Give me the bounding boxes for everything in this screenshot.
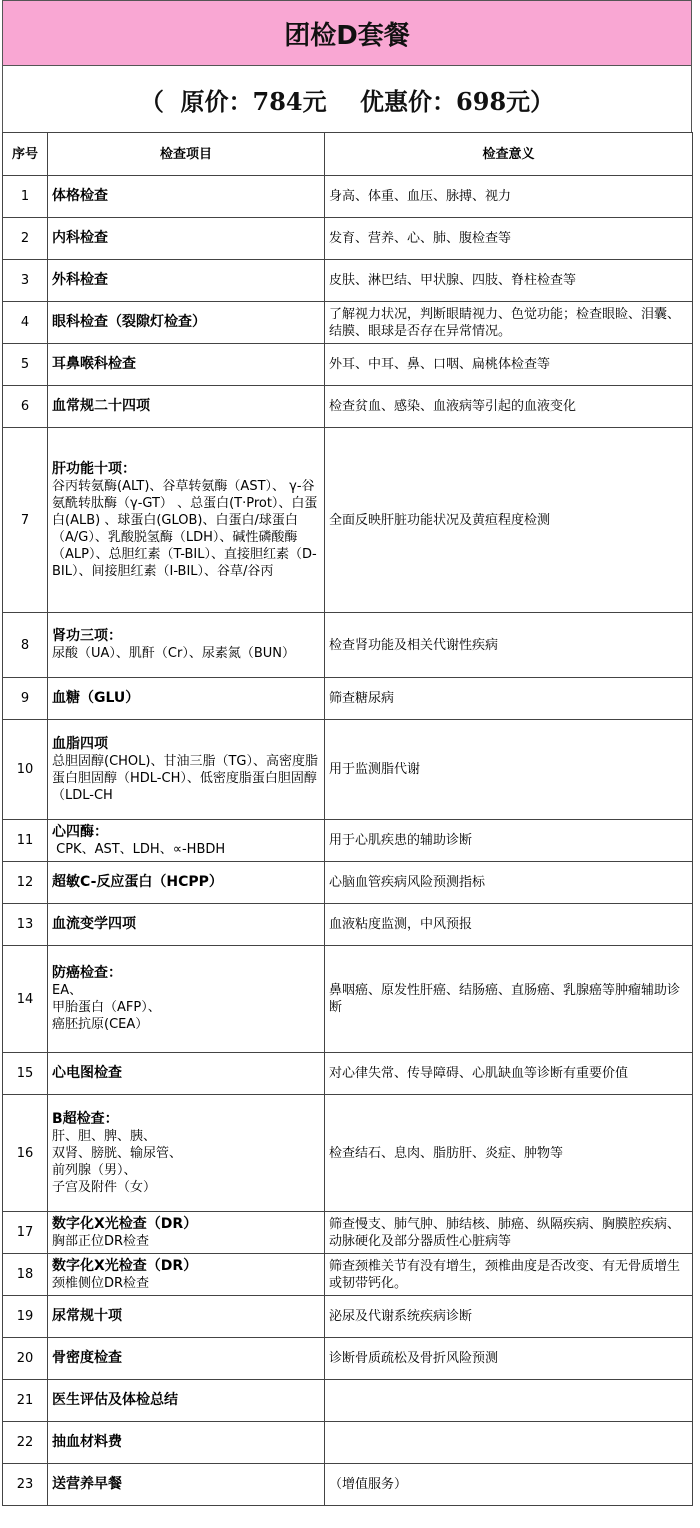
item-cell: [48, 176, 325, 218]
row-number: 11: [3, 820, 48, 862]
item-detail: 谷丙转氨酶(ALT)、谷草转氨酶（AST）、 γ-谷氨酰转肽酶（γ-GT） 、总蛋白(T·Prot）、白蛋白(ALB) 、球蛋白(GLOB)、白蛋白/球蛋白（A/G）、乳酸脱氢酶（LDH）、碱性磷酸酶（ALP）、总胆红素（T-BIL）、直接胆红素（D-BIL）、间接胆红素（I-BIL）、谷草/谷丙: [52, 478, 318, 579]
item-cell: [48, 946, 325, 1053]
item-name: 耳鼻喉科检查: [52, 356, 136, 372]
row-number: 18: [3, 1254, 48, 1296]
table-row: [3, 344, 693, 386]
table-row: [3, 1338, 693, 1380]
item-meaning: 血液粘度监测，中风预报: [325, 904, 693, 946]
item-cell: [48, 613, 325, 678]
item-cell: [48, 862, 325, 904]
item-cell: [48, 1212, 325, 1254]
item-name: 骨密度检查: [52, 1350, 122, 1366]
item-cell: [48, 1464, 325, 1506]
table-row: [3, 1254, 693, 1296]
item-name: 心四酶：: [52, 823, 108, 840]
item-meaning: （增值服务）: [325, 1464, 693, 1506]
row-number: 5: [3, 344, 48, 386]
table-row: [3, 302, 693, 344]
item-name: 心电图检查: [52, 1065, 122, 1081]
row-number: 9: [3, 678, 48, 720]
row-number: 16: [3, 1095, 48, 1212]
table-row: [3, 720, 693, 820]
item-cell: [48, 1380, 325, 1422]
column-header-meaning: 检查意义: [325, 133, 693, 176]
item-detail: 肝、胆、脾、胰、 双肾、膀胱、输尿管、 前列腺（男）、 子宫及附件（女）: [52, 1128, 183, 1195]
item-meaning: 心脑血管疾病风险预测指标: [325, 862, 693, 904]
item-name: 内科检查: [52, 230, 108, 246]
item-meaning: 外耳、中耳、鼻、口咽、扁桃体检查等: [325, 344, 693, 386]
item-cell: [48, 344, 325, 386]
item-meaning: 筛查颈椎关节有没有增生，颈椎曲度是否改变、有无骨质增生或韧带钙化。: [325, 1254, 693, 1296]
table-row: [3, 1095, 693, 1212]
item-detail: 胸部正位DR检查: [52, 1233, 150, 1249]
item-cell: [48, 218, 325, 260]
row-number: 2: [3, 218, 48, 260]
item-meaning: 鼻咽癌、原发性肝癌、结肠癌、直肠癌、乳腺癌等肿瘤辅助诊断: [325, 946, 693, 1053]
item-meaning: 检查贫血、感染、血液病等引起的血液变化: [325, 386, 693, 428]
package-title: 团检D套餐: [2, 0, 692, 66]
item-name: 眼科检查（裂隙灯检查）: [52, 314, 206, 330]
checkup-items-table: [2, 132, 693, 1506]
item-meaning: 用于监测脂代谢: [325, 720, 693, 820]
item-name: 数字化X光检查（DR）: [52, 1215, 198, 1232]
row-number: 10: [3, 720, 48, 820]
item-cell: [48, 904, 325, 946]
table-row: [3, 946, 693, 1053]
item-cell: [48, 428, 325, 613]
item-meaning: 了解视力状况，判断眼睛视力、色觉功能；检查眼睑、泪囊、结膜、眼球是否存在异常情况。: [325, 302, 693, 344]
table-row: [3, 904, 693, 946]
item-name: B超检查：: [52, 1110, 119, 1127]
table-row: [3, 1422, 693, 1464]
item-meaning: 筛查慢支、肺气肿、肺结核、肺癌、纵隔疾病、胸膜腔疾病、动脉硬化及部分器质性心脏病等: [325, 1212, 693, 1254]
row-number: 4: [3, 302, 48, 344]
table-row: [3, 218, 693, 260]
item-name: 医生评估及体检总结: [52, 1392, 178, 1408]
table-row: [3, 613, 693, 678]
table-row: [3, 1212, 693, 1254]
row-number: 6: [3, 386, 48, 428]
row-number: 23: [3, 1464, 48, 1506]
item-cell: [48, 1338, 325, 1380]
item-cell: [48, 1095, 325, 1212]
item-name: 防癌检查：: [52, 965, 122, 981]
table-row: [3, 862, 693, 904]
price-line: （ 原价：784元 优惠价：698元）: [2, 66, 692, 132]
item-meaning: 用于心肌疾患的辅助诊断: [325, 820, 693, 862]
item-cell: [48, 386, 325, 428]
item-detail: 尿酸（UA）、肌酐（Cr）、尿素氮（BUN）: [52, 646, 295, 661]
row-number: 1: [3, 176, 48, 218]
table-row: [3, 678, 693, 720]
item-name: 血常规二十四项: [52, 398, 150, 414]
row-number: 17: [3, 1212, 48, 1254]
row-number: 14: [3, 946, 48, 1053]
item-meaning: 诊断骨质疏松及骨折风险预测: [325, 1338, 693, 1380]
item-cell: [48, 260, 325, 302]
table-row: [3, 176, 693, 218]
row-number: 7: [3, 428, 48, 613]
column-header-item: 检查项目: [48, 133, 325, 176]
table-header-row: [3, 133, 693, 176]
item-name: 尿常规十项: [52, 1308, 122, 1324]
row-number: 19: [3, 1296, 48, 1338]
table-row: [3, 1464, 693, 1506]
row-number: 15: [3, 1053, 48, 1095]
item-cell: [48, 820, 325, 862]
item-name: 体格检查: [52, 188, 108, 204]
table-row: [3, 1380, 693, 1422]
row-number: 3: [3, 260, 48, 302]
item-meaning: 泌尿及代谢系统疾病诊断: [325, 1296, 693, 1338]
item-meaning: 皮肤、淋巴结、甲状腺、四肢、脊柱检查等: [325, 260, 693, 302]
item-cell: [48, 302, 325, 344]
row-number: 12: [3, 862, 48, 904]
item-detail: 总胆固醇(CHOL)、甘油三脂（TG）、高密度脂蛋白胆固醇（HDL-CH）、低密度脂蛋白胆固醇（LDL-CH: [52, 753, 318, 803]
item-name: 送营养早餐: [52, 1476, 122, 1492]
item-meaning: 身高、体重、血压、脉搏、视力: [325, 176, 693, 218]
item-name: 血流变学四项: [52, 916, 136, 932]
item-name: 血糖（GLU）: [52, 690, 140, 706]
item-meaning: 检查结石、息肉、脂肪肝、炎症、肿物等: [325, 1095, 693, 1212]
row-number: 20: [3, 1338, 48, 1380]
table-row: [3, 428, 693, 613]
row-number: 22: [3, 1422, 48, 1464]
item-meaning: 发育、营养、心、肺、腹检查等: [325, 218, 693, 260]
item-meaning: 全面反映肝脏功能状况及黄疸程度检测: [325, 428, 693, 613]
item-cell: [48, 1053, 325, 1095]
item-name: 血脂四项: [52, 735, 108, 752]
item-cell: [48, 1422, 325, 1464]
item-detail: CPK、AST、LDH、∝-HBDH: [52, 841, 226, 857]
item-cell: [48, 678, 325, 720]
item-cell: [48, 720, 325, 820]
table-row: [3, 820, 693, 862]
item-name: 超敏C-反应蛋白（HCPP）: [52, 874, 223, 890]
item-meaning: 对心律失常、传导障碍、心肌缺血等诊断有重要价值: [325, 1053, 693, 1095]
item-name: 抽血材料费: [52, 1434, 122, 1450]
item-detail: 颈椎侧位DR检查: [52, 1275, 150, 1291]
table-body: [3, 176, 693, 1506]
table-row: [3, 260, 693, 302]
item-name: 外科检查: [52, 272, 108, 288]
table-row: [3, 386, 693, 428]
item-meaning: [325, 1422, 693, 1464]
row-number: 8: [3, 613, 48, 678]
item-cell: [48, 1254, 325, 1296]
item-meaning: 检查肾功能及相关代谢性疾病: [325, 613, 693, 678]
item-meaning: 筛查糖尿病: [325, 678, 693, 720]
item-name: 数字化X光检查（DR）: [52, 1257, 198, 1274]
item-cell: [48, 1296, 325, 1338]
item-name: 肾功三项：: [52, 628, 122, 644]
column-header-no: 序号: [3, 133, 48, 176]
row-number: 21: [3, 1380, 48, 1422]
table-row: [3, 1296, 693, 1338]
row-number: 13: [3, 904, 48, 946]
item-meaning: [325, 1380, 693, 1422]
item-detail: EA、 甲胎蛋白（AFP）、 癌胚抗原(CEA）: [52, 983, 161, 1032]
item-name: 肝功能十项：: [52, 460, 136, 477]
table-row: [3, 1053, 693, 1095]
